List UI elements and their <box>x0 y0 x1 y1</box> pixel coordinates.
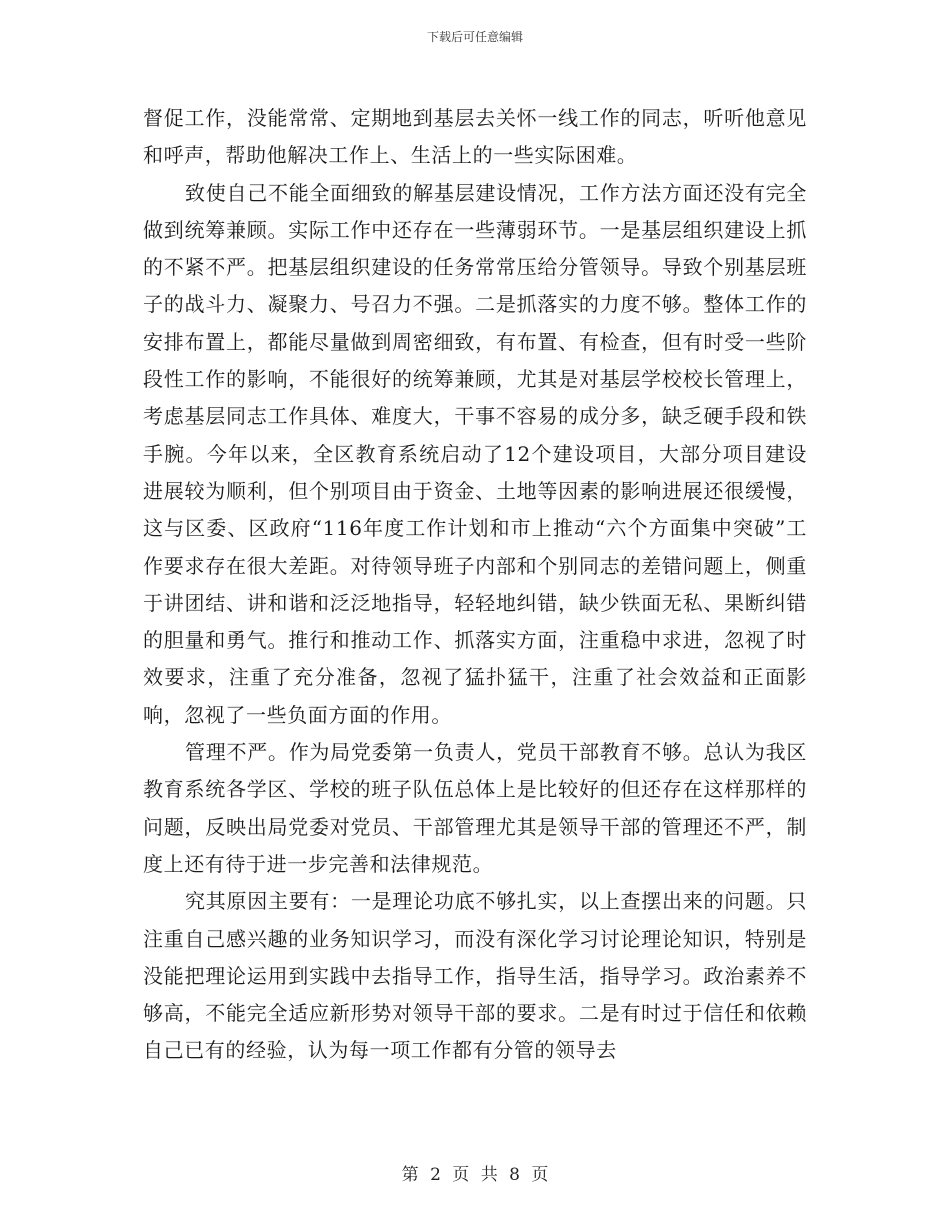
paragraph-root-causes: 究其原因主要有：一是理论功底不够扎实，以上查摆出来的问题。只注重自己感兴趣的业务知识学习，而没有深化学习讨论理论知识，特别是没能把理论运用到实践中去指导工作，指导生活，指导学习。政治素养不够高，不能完全适应新形势对领导干部的要求。二是有时过于信任和依赖自己已有的经验，认为每一项工作都有分管的领导去 <box>143 889 807 1063</box>
page-header-note: 下载后可任意编辑 <box>426 30 523 44</box>
page-number-footer: 第 2 页 共 8 页 <box>401 1165 549 1185</box>
document-body <box>143 100 807 1070</box>
paragraph-continuation: 督促工作，没能常常、定期地到基层去关怀一线工作的同志，听听他意见和呼声，帮助他解决工作上、生活上的一些实际困难。 <box>143 106 807 168</box>
paragraph-work-methods: 致使自己不能全面细致的解基层建设情况，工作方法方面还没有完全做到统筹兼顾。实际工作中还存在一些薄弱环节。一是基层组织建设上抓的不紧不严。把基层组织建设的任务常常压给分管领导。导致个别基层班子的战斗力、凝聚力、号召力不强。二是抓落实的力度不够。整体工作的安排布置上，都能尽量做到周密细致，有布置、有检查，但有时受一些阶段性工作的影响，不能很好的统筹兼顾，尤其是对基层学校校长管理上，考虑基层同志工作具体、难度大，干事不容易的成分多，缺乏硬手段和铁手腕。今年以来，全区教育系统启动了12个建设项目，大部分项目建设进展较为顺利，但个别项目由于资金、土地等因素的影响进展还很缓慢，这与区委、区政府“116年度工作计划和市上推动“六个方面集中突破”工作要求存在很大差距。对待领导班子内部和个别同志的差错问题上，侧重于讲团结、讲和谐和泛泛地指导，轻轻地纠错，缺少铁面无私、果断纠错的胆量和勇气。推行和推动工作、抓落实方面，注重稳中求进，忽视了时效要求，注重了充分准备，忽视了猛扑猛干，注重了社会效益和正面影响，忽视了一些负面方面的作用。 <box>143 180 807 727</box>
paragraph-management: 管理不严。作为局党委第一负责人，党员干部教育不够。总认为我区教育系统各学区、学校的班子队伍总体上是比较好的但还存在这样那样的问题，反映出局党委对党员、干部管理尤其是领导干部的管理还不严，制度上还有待于进一步完善和法律规范。 <box>143 740 807 876</box>
